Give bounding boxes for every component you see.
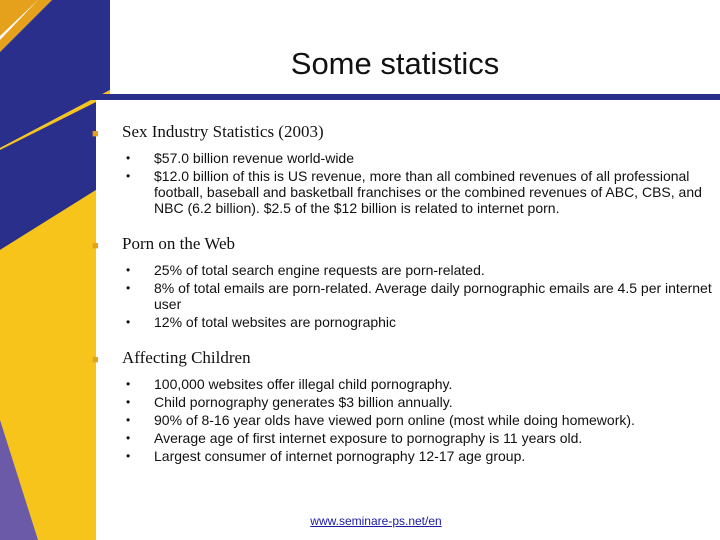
section-heading-text: Sex Industry Statistics (2003): [122, 122, 324, 141]
list-item: • 12% of total websites are pornographic: [126, 314, 397, 330]
bullet-dot-icon: •: [126, 413, 131, 427]
section-heading: [92, 122, 712, 142]
bullet-dot-icon: •: [126, 169, 131, 183]
bullet-dot-icon: •: [126, 377, 131, 391]
list-item: • Largest consumer of internet pornography 12-17 age group.: [126, 448, 526, 464]
title-divider: [88, 94, 720, 100]
section-sex-industry: [92, 122, 712, 216]
bullet-dot-icon: •: [126, 395, 131, 409]
bullet-list: [92, 376, 712, 464]
slide-title: Some statistics: [290, 46, 500, 81]
section-heading: [92, 348, 712, 368]
bullet-dot-icon: •: [126, 431, 131, 445]
list-item: • 8% of total emails are porn-related. Average daily pornographic emails are 4.5 per internet user: [126, 280, 712, 312]
section-affecting-children: [92, 348, 712, 464]
list-item: • 25% of total search engine requests are porn-related.: [126, 262, 485, 278]
bullet-dot-icon: •: [126, 151, 131, 165]
list-item: • $12.0 billion of this is US revenue, more than all combined revenues of all professional football, baseball and basketball franchises or the combined revenues of ABC, CBS, and NBC (6.2 billion). $2.5 of the $12 billion is related to internet porn.: [126, 168, 702, 216]
bullet-dot-icon: •: [126, 281, 131, 295]
square-bullet-icon: ■: [92, 240, 99, 252]
section-heading-text: Affecting Children: [122, 348, 251, 367]
section-porn-on-the-web: [92, 234, 712, 330]
list-item: • 90% of 8-16 year olds have viewed porn online (most while doing homework).: [126, 412, 635, 428]
list-item: • 100,000 websites offer illegal child pornography.: [126, 376, 453, 392]
list-item: • Average age of first internet exposure to pornography is 11 years old.: [126, 430, 583, 446]
section-heading: [92, 234, 712, 254]
list-item: • $57.0 billion revenue world-wide: [126, 150, 355, 166]
slide-content: [92, 122, 712, 482]
footer-website-link[interactable]: www.seminare-ps.net/en: [310, 514, 442, 528]
section-heading-text: Porn on the Web: [122, 234, 236, 253]
bullet-dot-icon: •: [126, 315, 131, 329]
bullet-dot-icon: •: [126, 263, 131, 277]
bullet-list: [92, 150, 712, 216]
square-bullet-icon: ■: [92, 128, 99, 140]
bullet-list: [92, 262, 712, 330]
bullet-dot-icon: •: [126, 449, 131, 463]
list-item: • Child pornography generates $3 billion annually.: [126, 394, 453, 410]
square-bullet-icon: ■: [92, 354, 99, 366]
